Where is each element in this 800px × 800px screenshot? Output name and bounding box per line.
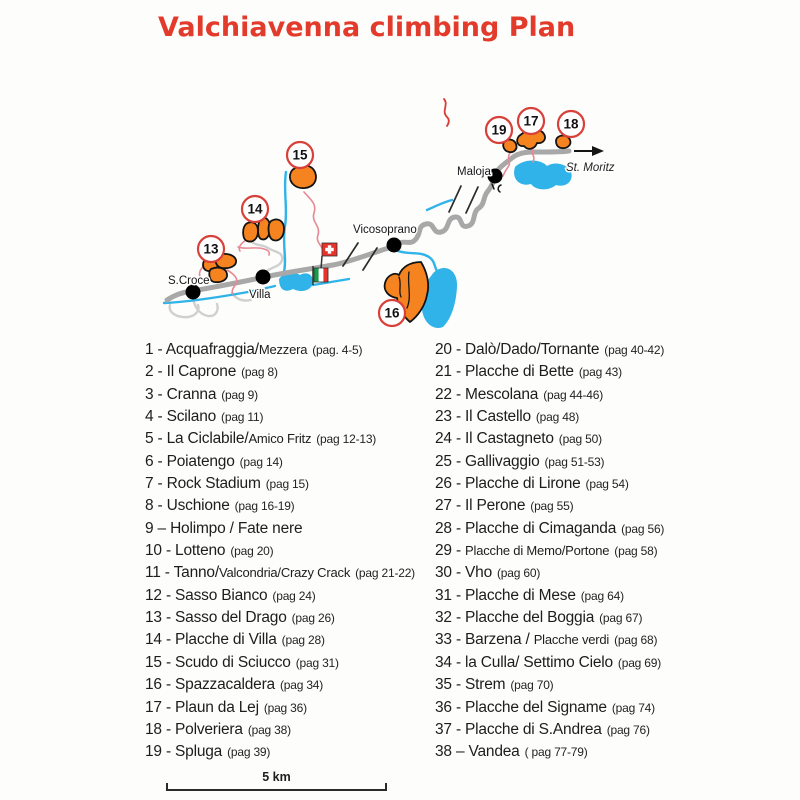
italy-flag-icon [313,266,328,285]
index-item-nm: Il Castagneto [465,430,554,448]
index-item-nm: Scudo di Sciucco [175,653,291,671]
index-item-num: 38 [435,743,452,761]
index-item-nm: Placche di Mese [465,586,576,604]
crag-14-c [269,219,284,240]
index-item-num: 30 [435,564,452,582]
index-item-sep: - [451,341,466,358]
index-item-nm: La Ciclabile/ [166,430,249,448]
map-marker-number-15: 15 [292,147,308,163]
index-item-nm: Lotteno [175,542,226,560]
index-item-sep: - [153,363,167,381]
index-column-right [435,339,727,764]
index-item-pag: (pag 58) [614,544,658,559]
index-item-28 [435,518,727,540]
index-item-num: 22 [435,385,452,403]
index-item-num: 24 [435,430,452,448]
index-item-nm2: Amico Fritz [248,431,312,447]
index-item-nm: Polveriera [175,720,243,738]
index-item-36 [435,697,727,719]
index-item-pag: (pag 55) [530,499,574,514]
index-item-sep: - [451,519,466,537]
index-item-num: 27 [435,497,452,515]
index-item-pag: (pag 60) [497,566,541,581]
index-item-num: 20 [435,341,452,358]
index-item-sep: - [451,564,466,582]
index-item-sep: - [451,430,466,448]
index-item-nm: Sasso del Drago [175,609,287,627]
map-marker-16 [379,300,405,326]
index-item-num: 3 [145,385,154,403]
index-item-nm: Rock Stadium [166,475,261,493]
town-dot-villa [256,270,271,285]
index-item-nm: Placche del Boggia [465,609,595,627]
index-item-10 [145,540,437,562]
map-marker-13 [198,236,224,262]
index-item-nm: Placche di Cimaganda [465,519,617,537]
page-title: Valchiavenna climbing Plan [158,12,576,43]
index-item-nm: Vandea [468,743,520,761]
index-item-pag: (pag 68) [614,633,658,648]
index-item-pag: (pag 34) [279,678,324,693]
index-item-pag: (pag 24) [272,588,316,603]
index-item-sep: - [153,497,167,515]
index-item-12 [145,585,437,607]
index-item-8 [145,495,437,517]
index-item-9 [145,518,437,540]
index-item-num: 21 [435,363,452,381]
index-item-pag: (pag 70) [510,678,554,693]
index-item-sep: - [161,676,176,694]
st-moritz-arrow-icon [574,146,604,156]
index-item-sep: - [153,452,167,470]
index-item-nm: Cranna [166,385,217,403]
index-item-pag: ( pag 77-79) [524,745,588,760]
index-item-num: 16 [145,676,162,694]
index-item-nm2: Valcondria/Crazy Crack [218,565,351,581]
index-item-pag: (pag. 4-5) [312,343,363,357]
index-item-18 [145,719,437,741]
index-item-38 [435,741,727,763]
index-item-pag: (pag 9) [221,387,258,402]
index-item-35 [435,674,727,696]
index-item-27 [435,495,727,517]
index-item-nm: Il Perone [465,497,526,515]
map-marker-number-19: 19 [491,122,507,138]
index-item-sep: - [153,341,166,358]
index-item-num: 9 [145,519,154,537]
index-item-num: 11 [145,564,161,582]
index-item-pag: (pag 28) [281,633,325,648]
index-item-pag: (pag 8) [241,365,278,380]
index-item-nm: Gallivaggio [465,452,540,470]
town-label-maloja: Maloja [457,166,491,178]
index-item-sep: - [451,475,466,493]
index-item-pag: (pag 15) [265,477,309,492]
index-item-15 [145,652,437,674]
index-item-pag: (pag 69) [617,655,662,670]
map-marker-18 [558,111,584,137]
index-item-num: 37 [435,720,452,738]
index-item-1 [145,339,437,361]
index-item-sep: - [451,698,466,716]
crag-13-c [209,268,227,283]
index-item-sep: - [161,609,176,627]
index-item-21 [435,361,727,383]
index-item-pag: (pag 31) [295,655,339,670]
index-item-pag: (pag 43) [578,365,622,380]
index-item-num: 8 [145,497,154,515]
index-item-nm: Placche del Signame [465,698,607,716]
index-item-nm2: Mezzera [258,342,308,357]
index-item-pag: (pag 39) [227,745,271,760]
index-item-pag: (pag 16-19) [234,499,295,514]
index-item-pag: (pag 40-42) [604,343,665,357]
index-item-sep: – [451,743,469,761]
index-item-sep: - [451,676,466,694]
index-item-num: 12 [145,586,162,604]
index-item-num: 14 [145,631,162,649]
map-marker-number-17: 17 [523,113,539,129]
index-item-30 [435,562,727,584]
town-label-villa: Villa [249,289,271,301]
index-item-nm: Uschione [166,497,230,515]
index-item-num: 28 [435,519,452,537]
index-item-num: 10 [145,542,162,560]
index-item-num: 13 [145,609,162,627]
index-item-num: 23 [435,408,452,426]
index-item-nm: Placche di Lirone [465,475,581,493]
index-item-sep: - [451,631,466,649]
index-item-num: 25 [435,452,452,470]
map-marker-14 [242,196,268,222]
index-item-nm2: Placche di Memo/Portone [465,543,610,559]
index-item-nm: Vho [465,564,493,582]
index-item-nm: la Culla/ Settimo Cielo [465,653,613,671]
index-item-5 [145,428,437,450]
index-item-num: 36 [435,698,452,716]
index-item-7 [145,473,437,495]
index-item-nm: Mescolana [465,385,539,403]
index-item-nm: Il Caprone [166,363,237,381]
town-label-vicosoprano: Vicosoprano [353,224,417,236]
index-item-nm: Sasso Bianco [175,586,268,604]
index-item-pag: (pag 38) [247,722,291,737]
map-marker-number-18: 18 [563,116,579,132]
index-item-num: 5 [145,430,154,448]
index-item-num: 35 [435,676,452,694]
index-item-16 [145,674,437,696]
index-item-sep: - [451,385,466,403]
index-item-nm: Spluga [175,743,223,761]
index-item-sep: - [451,363,466,381]
scale-label: 5 km [262,770,291,784]
index-item-sep: - [451,586,466,604]
index-item-sep: - [451,653,466,671]
index-item-14 [145,629,437,651]
index-item-24 [435,428,727,450]
map-marker-19 [486,117,512,143]
index-item-nm: Il Castello [465,408,531,426]
map-marker-15 [287,142,313,168]
climbing-area-map [0,55,800,345]
index-item-pag: (pag 11) [221,410,264,425]
index-item-nm: Placche di Bette [465,363,574,381]
index-item-pag: (pag 12-13) [316,432,377,447]
index-item-sep: - [451,720,466,738]
index-item-pag: (pag 50) [558,432,602,447]
index-item-num: 31 [435,586,452,604]
index-item-sep: - [161,743,176,761]
index-item-3 [145,384,437,406]
index-item-nm: Holimpo / Fate nere [170,519,303,537]
index-item-nm: Spazzacaldera [175,676,275,694]
index-item-sep: - [451,452,466,470]
index-item-nm: Placche di S.Andrea [465,720,602,738]
index-item-nm: Dalò/Dado/Tornante [465,341,600,358]
index-item-nm2: Placche verdi [533,632,610,648]
index-item-pag: (pag 14) [239,454,283,469]
index-item-pag: (pag 48) [535,410,579,425]
index-item-25 [435,451,727,473]
index-item-32 [435,607,727,629]
index-item-33 [435,629,727,651]
index-item-34 [435,652,727,674]
index-item-sep: - [161,698,176,716]
index-item-19 [145,741,437,763]
index-item-pag: (pag 67) [599,611,643,626]
town-dot-vicosoprano [387,238,402,253]
index-item-22 [435,384,727,406]
index-item-pag: (pag 44-46) [543,387,604,402]
index-item-4 [145,406,437,428]
index-item-nm: Strem [465,676,506,694]
index-item-sep: - [153,385,167,403]
index-item-num: 15 [145,653,162,671]
index-item-sep: - [161,720,176,738]
lake-st-moritz [514,161,572,190]
index-item-num: 32 [435,609,452,627]
index-item-pag: (pag 54) [585,477,629,492]
index-item-nm: Plaun da Lej [175,698,259,716]
index-item-pag: (pag 20) [230,544,274,559]
index-item-nm: Placche di Villa [175,631,277,649]
index-item-26 [435,473,727,495]
index-item-num: 1 [145,341,154,358]
index-item-sep: - [153,408,167,426]
scale-bar [166,770,387,791]
index-item-pag: (pag 21-22) [355,566,415,581]
index-item-num: 6 [145,452,154,470]
index-item-sep: - [153,430,167,448]
index-item-29 [435,540,727,562]
index-item-pag: (pag 76) [606,722,650,737]
index-item-nm: Scilano [166,408,217,426]
index-item-nm: Acquafraggia/ [165,341,259,358]
crag-14-a [243,222,258,241]
index-item-13 [145,607,437,629]
index-item-sep: - [451,542,466,560]
index-item-num: 34 [435,653,452,671]
index-item-pag: (pag 64) [580,588,624,603]
index-item-pag: (pag 36) [263,700,307,715]
index-item-pag: (pag 26) [291,611,335,626]
index-item-nm: Barzena / [465,631,534,649]
index-item-sep: - [160,564,174,582]
town-label-scroce: S.Croce [168,275,210,287]
index-item-nm: Tanno/ [173,564,219,582]
index-item-num: 2 [145,363,154,381]
index-item-sep: – [153,519,171,537]
index-item-num: 19 [145,743,162,761]
map-marker-17 [518,108,544,134]
index-item-pag: (pag 56) [621,521,665,536]
map-marker-number-16: 16 [384,305,400,321]
index-item-num: 29 [435,542,452,560]
index-item-sep: - [451,497,466,515]
index-item-20 [435,339,727,361]
index-item-2 [145,361,437,383]
index-item-pag: (pag 74) [611,700,655,715]
index-item-37 [435,719,727,741]
map-marker-number-13: 13 [203,241,219,257]
index-column-left [145,339,437,764]
index-item-sep: - [153,475,167,493]
index-item-num: 17 [145,698,162,716]
index-item-num: 18 [145,720,162,738]
index-item-sep: - [451,609,466,627]
index-item-31 [435,585,727,607]
map-marker-number-14: 14 [247,201,263,217]
index-item-num: 7 [145,475,154,493]
index-item-pag: (pag 51-53) [544,454,605,469]
index-item-nm: Poiatengo [166,452,235,470]
index-item-num: 26 [435,475,452,493]
index-item-sep: - [451,408,466,426]
index-item-sep: - [161,542,176,560]
index-item-num: 4 [145,408,154,426]
index-item-num: 33 [435,631,452,649]
index-item-23 [435,406,727,428]
st-moritz-label: St. Moritz [566,162,615,174]
index-item-sep: - [161,586,176,604]
index-item-11 [145,562,437,584]
index-item-sep: - [161,653,176,671]
index-item-sep: - [161,631,176,649]
index-item-17 [145,697,437,719]
index-item-6 [145,451,437,473]
